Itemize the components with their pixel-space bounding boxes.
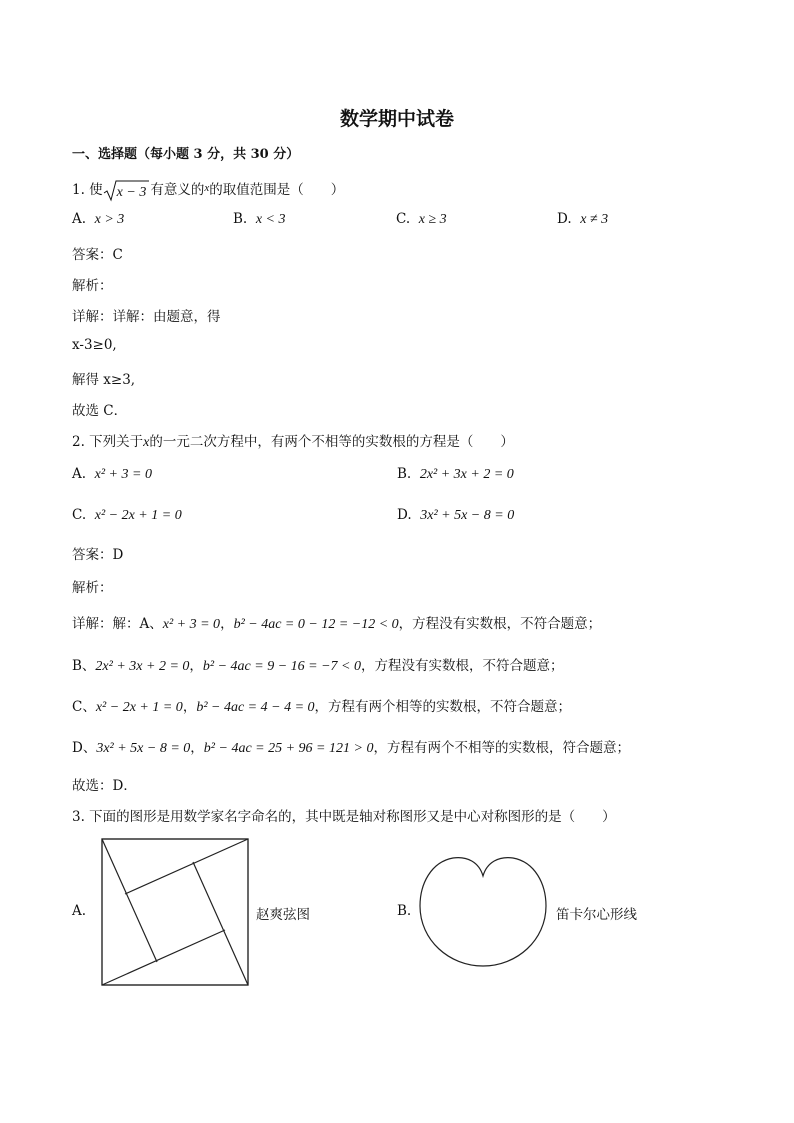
square-root-expression <box>103 180 151 202</box>
option-label: B. <box>233 211 248 227</box>
detail-separator: ， <box>190 740 204 756</box>
q1-option-a[interactable] <box>72 211 124 228</box>
detail-discriminant: b² − 4ac = 0 − 12 = −12 < 0 <box>233 617 399 632</box>
option-expr: x ≠ 3 <box>580 212 609 227</box>
detail-conclusion: ，方程有两个不相等的实数根，符合题意； <box>373 740 630 756</box>
q2-detail-line-c <box>72 695 571 716</box>
detail-equation: x² + 3 = 0 <box>162 617 221 632</box>
q2-conclusion: 故选：D． <box>72 778 137 794</box>
detail-equation: 2x² + 3x + 2 = 0 <box>95 659 190 674</box>
question-3-stem: 3. 下面的图形是用数学家名字命名的，其中既是轴对称图形又是中心对称图形的是（ ） <box>72 809 616 825</box>
section-heading: 一、选择题（每小题 3 分，共 30 分） <box>72 147 300 162</box>
detail-conclusion: ，方程没有实数根，不符合题意； <box>361 658 564 674</box>
q2-stem-post: 的一元二次方程中，有两个不相等的实数根的方程是（ ） <box>149 434 514 450</box>
option-expr: x² − 2x + 1 = 0 <box>94 508 182 523</box>
option-expr: x ≥ 3 <box>418 212 447 227</box>
detail-separator: ， <box>220 616 234 632</box>
q1-stem-var: x <box>204 182 210 194</box>
q2-option-d[interactable] <box>397 507 514 524</box>
cardioid-curve-icon <box>419 854 547 968</box>
q2-analysis: 解析： <box>72 580 113 596</box>
q1-step-1: x-3≥0, <box>72 337 117 353</box>
q1-analysis: 解析： <box>72 278 113 294</box>
q1-detail: 详解：详解：由题意，得 <box>72 309 221 325</box>
option-expr: x > 3 <box>94 212 125 227</box>
detail-discriminant: b² − 4ac = 9 − 16 = −7 < 0 <box>202 659 361 674</box>
detail-discriminant: b² − 4ac = 25 + 96 = 121 > 0 <box>203 741 374 756</box>
q1-stem-post: 的取值范围是（ ） <box>209 182 345 198</box>
detail-separator: ， <box>189 658 203 674</box>
q2-option-b[interactable] <box>397 466 514 483</box>
q2-option-a[interactable] <box>72 466 152 483</box>
q2-detail-line-b <box>72 654 564 675</box>
q1-conclusion: 故选 C． <box>72 403 128 419</box>
q1-option-d[interactable] <box>557 211 608 228</box>
q2-stem-var: x <box>143 435 150 450</box>
question-2-stem <box>72 430 514 451</box>
zhao-shuang-diagram-icon <box>101 838 249 986</box>
detail-prefix: C、 <box>72 699 96 715</box>
q3-option-a-label[interactable]: A. <box>72 903 87 919</box>
page-title: 数学期中试卷 <box>339 108 454 130</box>
q2-option-c[interactable] <box>72 507 182 524</box>
detail-equation: 3x² + 5x − 8 = 0 <box>96 741 191 756</box>
detail-prefix: 详解：解：A、 <box>72 616 163 632</box>
q1-stem-pre: 1. 使 <box>72 182 103 198</box>
detail-separator: ， <box>182 699 197 715</box>
option-label: D. <box>397 507 412 523</box>
q1-option-c[interactable] <box>396 211 447 228</box>
question-1-stem <box>72 178 344 202</box>
q3-option-b-name: 笛卡尔心形线 <box>556 907 637 923</box>
option-expr: 2x² + 3x + 2 = 0 <box>419 467 514 482</box>
detail-conclusion: ，方程没有实数根，不符合题意； <box>398 616 602 632</box>
option-expr: x² + 3 = 0 <box>94 467 152 482</box>
q2-detail-line-d <box>72 736 630 757</box>
q2-answer: 答案：D <box>72 547 124 563</box>
q3-option-a-name: 赵爽弦图 <box>256 907 310 923</box>
detail-discriminant: b² − 4ac = 4 − 4 = 0 <box>196 700 315 715</box>
q1-radicand: x − 3 <box>116 184 147 200</box>
detail-conclusion: ，方程有两个相等的实数根，不符合题意； <box>314 699 572 715</box>
detail-prefix: B、 <box>72 658 96 674</box>
option-label: C. <box>396 211 411 227</box>
option-label: C. <box>72 507 87 523</box>
detail-prefix: D、 <box>72 740 97 756</box>
option-expr: 3x² + 5x − 8 = 0 <box>420 508 515 523</box>
option-label: D. <box>557 211 572 227</box>
option-label: B. <box>397 466 412 482</box>
option-expr: x < 3 <box>255 212 286 227</box>
q1-answer: 答案：C <box>72 247 123 263</box>
q2-stem-pre: 2. 下列关于 <box>72 434 144 450</box>
detail-equation: x² − 2x + 1 = 0 <box>95 700 183 715</box>
q3-option-b-label[interactable]: B. <box>397 903 412 919</box>
option-label: A. <box>72 211 87 227</box>
radical-sign-icon <box>103 180 149 202</box>
q1-stem-mid: 有意义的 <box>150 182 205 198</box>
q1-option-b[interactable] <box>233 211 285 228</box>
option-label: A. <box>72 466 87 482</box>
q2-detail-line-a <box>72 612 601 633</box>
q1-step-2: 解得 x≥3, <box>72 372 136 388</box>
